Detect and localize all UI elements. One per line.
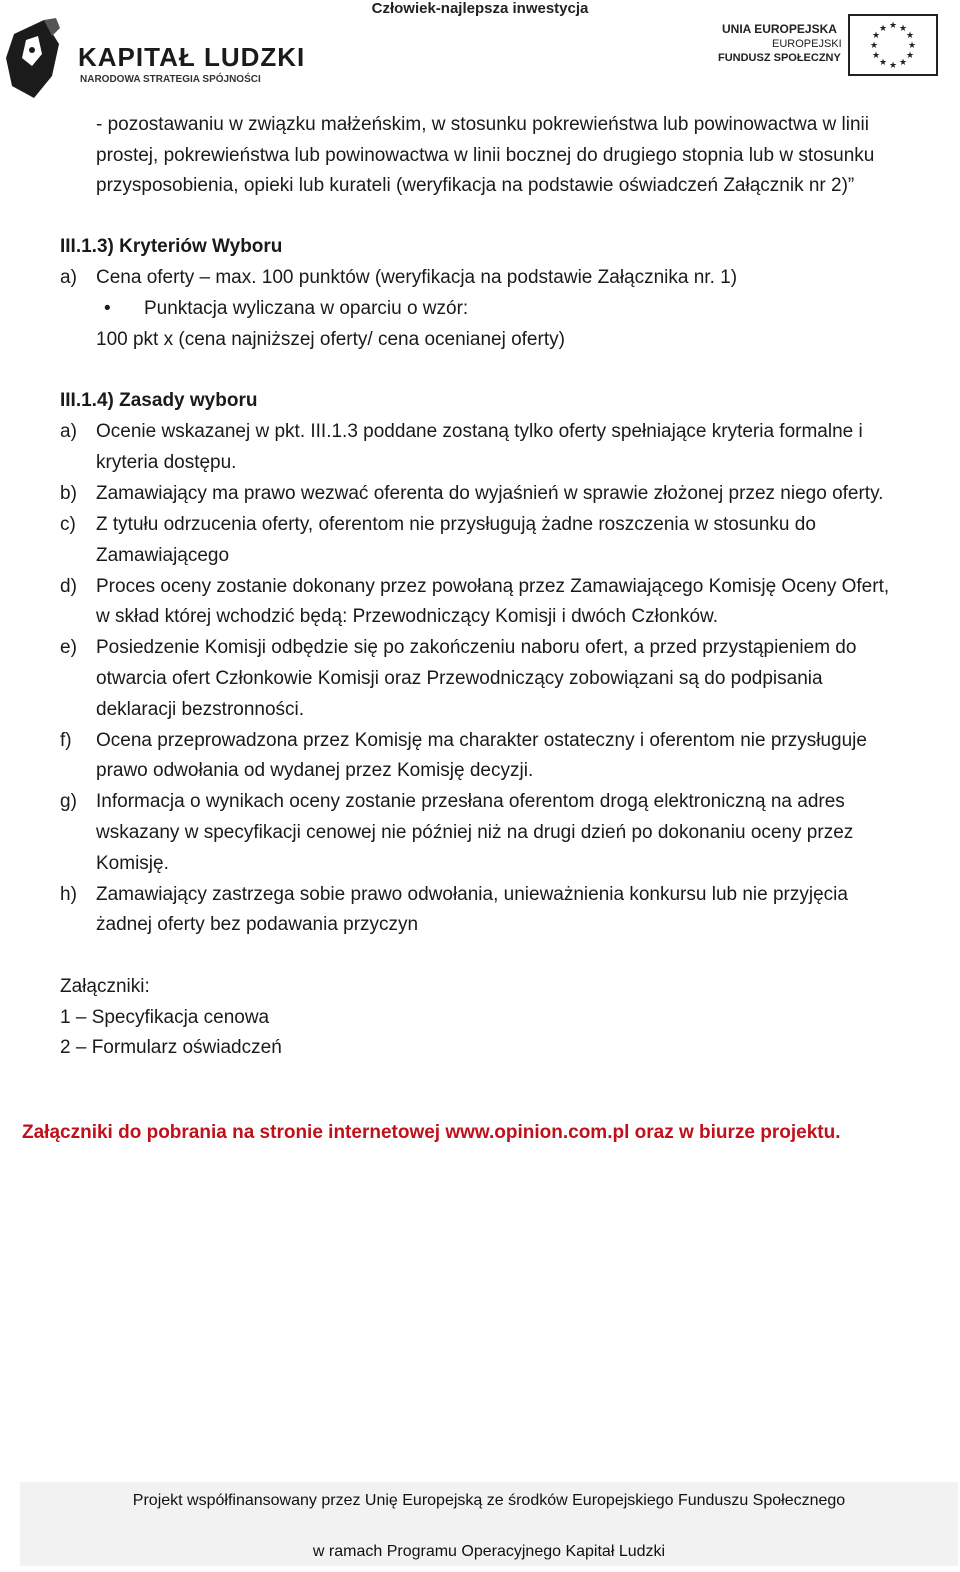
svg-text:★: ★ <box>878 24 888 34</box>
intro-line-1: - pozostawaniu w związku małżeńskim, w stosunku pokrewieństwa lub powinowactwa w linii <box>96 114 869 135</box>
rule-line: kryteria dostępu. <box>96 452 237 473</box>
criteria-a-label: a) <box>60 267 77 288</box>
svg-text:★: ★ <box>898 24 908 34</box>
rule-line: Ocenie wskazanej w pkt. III.1.3 poddane zostaną tylko oferty spełniające kryteria formalne i <box>96 421 863 442</box>
intro-line-3: przysposobienia, opieki lub kurateli (weryfikacja na podstawie oświadczeń Załącznik nr 2)” <box>96 175 855 196</box>
logo-right-line3: FUNDUSZ SPOŁECZNY <box>718 52 841 64</box>
footer-line-1: Projekt współfinansowany przez Unię Europejską ze środków Europejskiego Funduszu Społecznego <box>132 1492 846 1509</box>
svg-text:★: ★ <box>905 51 915 61</box>
rule-line: Komisję. <box>96 853 169 874</box>
kapital-ludzki-logo <box>4 14 306 100</box>
rule-label: h) <box>60 884 77 905</box>
rule-label: e) <box>60 637 77 658</box>
intro-line-2: prostej, pokrewieństwa lub powinowactwa w linii bocznej do drugiego stopnia lub w stosunku <box>96 145 875 166</box>
svg-text:★: ★ <box>898 58 908 68</box>
svg-text:★: ★ <box>888 21 898 31</box>
logo-right-line2: EUROPEJSKI <box>772 38 842 50</box>
rule-line: w skład której wchodzić będą: Przewodniczący Komisji i dwóch Członków. <box>96 606 718 627</box>
rule-label: b) <box>60 483 77 504</box>
rule-line: deklaracji bezstronności. <box>96 699 305 720</box>
rule-label: c) <box>60 514 76 535</box>
rule-line: otwarcia ofert Członkowie Komisji oraz Przewodniczący zobowiązani są do podpisania <box>96 668 823 689</box>
rule-line: Zamawiający ma prawo wezwać oferenta do wyjaśnień w sprawie złożonej przez niego oferty. <box>96 483 884 504</box>
rule-label: g) <box>60 791 77 812</box>
svg-text:★: ★ <box>905 31 915 41</box>
svg-text:★: ★ <box>871 31 881 41</box>
logo-right-line1: UNIA EUROPEJSKA <box>722 22 837 36</box>
svg-text:★: ★ <box>871 51 881 61</box>
logo-left-subtitle: NARODOWA STRATEGIA SPÓJNOŚCI <box>80 74 261 85</box>
rule-label: d) <box>60 576 77 597</box>
criteria-a-text: Cena oferty – max. 100 punktów (weryfikacja na podstawie Załącznika nr. 1) <box>96 267 738 288</box>
rule-line: Z tytułu odrzucenia oferty, oferentom nie przysługują żadne roszczenia w stosunku do <box>96 514 816 535</box>
attachment-item-2: 2 – Formularz oświadczeń <box>60 1037 282 1058</box>
rule-line: żadnej oferty bez podawania przyczyn <box>96 914 419 935</box>
criteria-bullet-text: Punktacja wyliczana w oparciu o wzór: <box>144 298 469 319</box>
svg-text:★: ★ <box>907 41 917 51</box>
rule-line: Posiedzenie Komisji odbędzie się po zakończeniu naboru ofert, a przed przystąpieniem do <box>96 637 857 658</box>
logo-left-name: KAPITAŁ LUDZKI <box>78 42 306 72</box>
attachments-heading: Załączniki: <box>60 976 150 997</box>
rule-line: wskazany w specyfikacji cenowej nie później niż na drugi dzień po dokonaniu oceny przez <box>96 822 854 843</box>
eu-logo <box>716 14 942 78</box>
rule-line: Zamawiający zastrzega sobie prawo odwołania, unieważnienia konkursu lub nie przyjęcia <box>96 884 848 905</box>
section-rules-heading: III.1.4) Zasady wyboru <box>60 390 258 411</box>
rule-label: f) <box>60 730 72 751</box>
attachment-item-1: 1 – Specyfikacja cenowa <box>60 1007 270 1028</box>
eu-flag-icon <box>848 14 938 76</box>
header-title: Człowiek-najlepsza inwestycja <box>371 0 589 17</box>
svg-text:★: ★ <box>878 58 888 68</box>
rule-label: a) <box>60 421 77 442</box>
rule-line: Informacja o wynikach oceny zostanie przesłana oferentom drogą elektroniczną na adres <box>96 791 845 812</box>
criteria-formula: 100 pkt x (cena najniższej oferty/ cena ocenianej oferty) <box>96 329 565 350</box>
svg-text:★: ★ <box>869 41 879 51</box>
rule-line: Zamawiającego <box>96 545 230 566</box>
page-footer <box>20 1482 958 1566</box>
rule-line: Proces oceny zostanie dokonany przez powołaną przez Zamawiającego Komisję Oceny Ofert, <box>96 576 890 597</box>
rule-line: Ocena przeprowadzona przez Komisję ma charakter ostateczny i oferentom nie przysługuje <box>96 730 867 751</box>
download-notice: Załączniki do pobrania na stronie internetowej www.opinion.com.pl oraz w biurze projektu. <box>22 1122 841 1143</box>
rule-line: prawo odwołania od wydanej przez Komisję decyzji. <box>96 760 534 781</box>
footer-line-2: w ramach Programu Operacyjnego Kapitał Ludzki <box>312 1543 666 1560</box>
bullet-icon: • <box>104 298 111 319</box>
section-criteria-heading: III.1.3) Kryteriów Wyboru <box>60 236 283 257</box>
svg-text:★: ★ <box>888 61 898 71</box>
